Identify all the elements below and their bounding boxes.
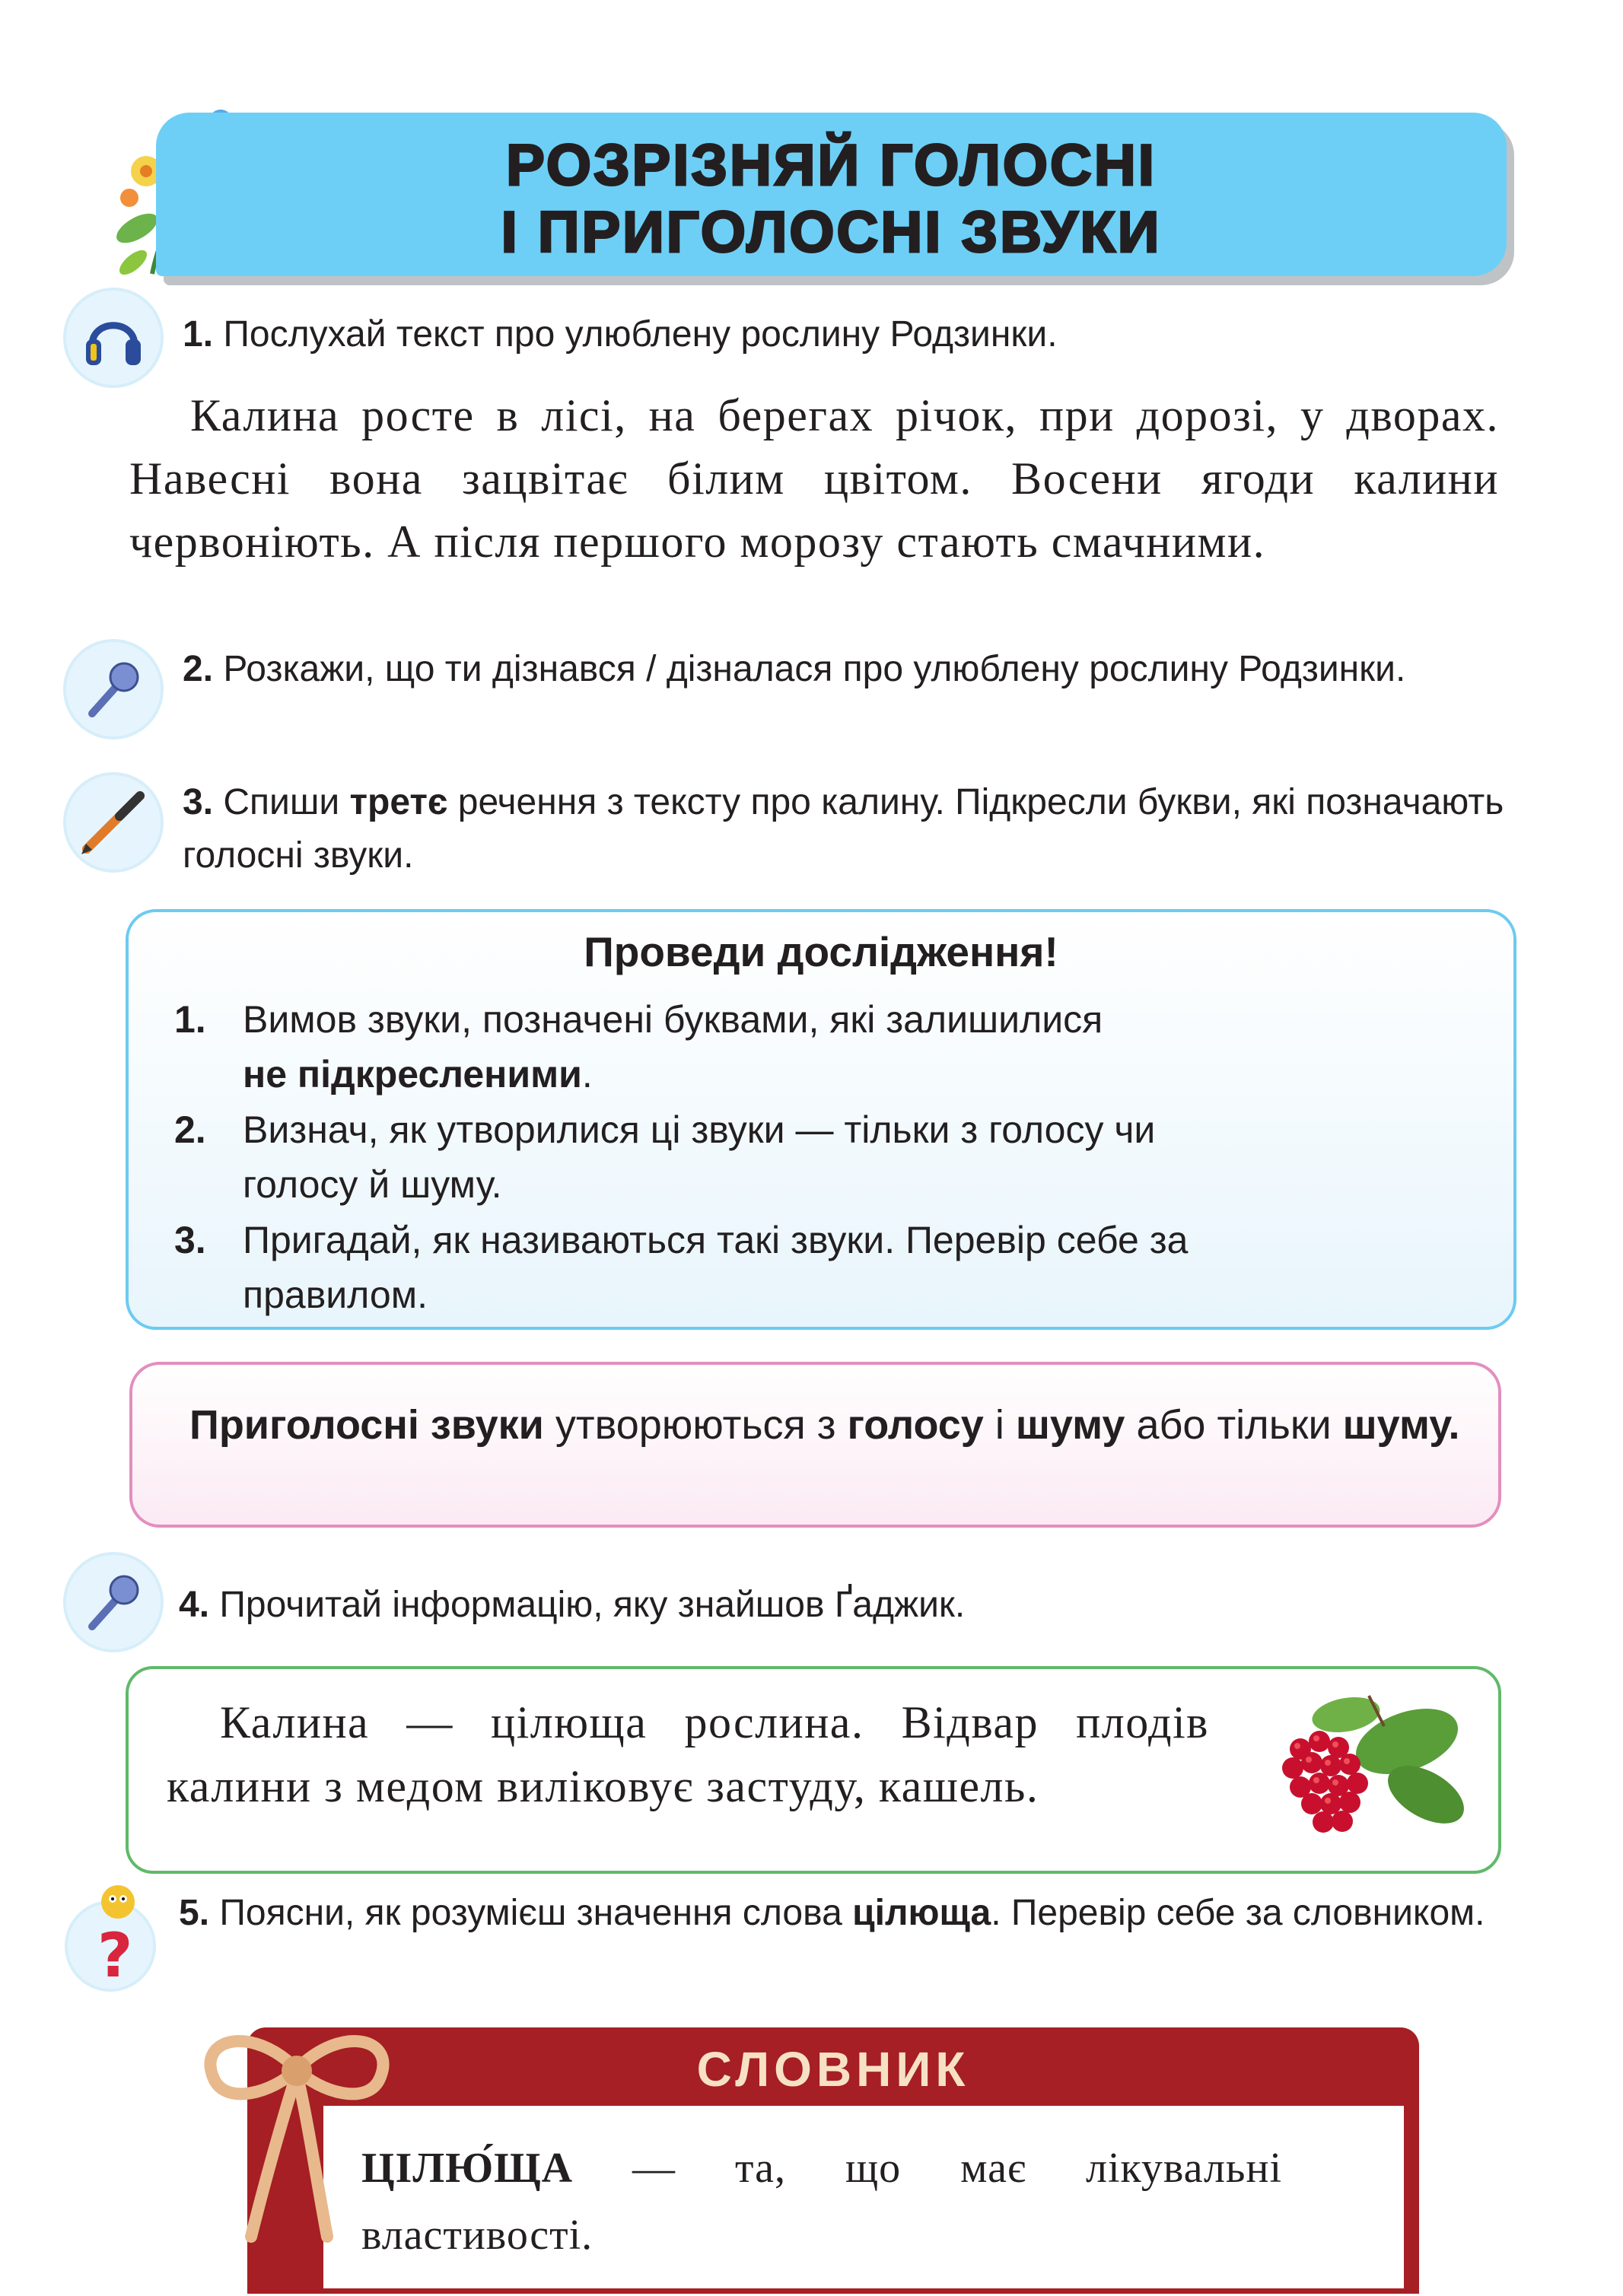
rule-text — [151, 1395, 1479, 1455]
research-title: Проведи дослідження! — [584, 928, 1058, 975]
dictionary-entry — [361, 2135, 1282, 2269]
research-item-2-rest: голосу й шуму. — [243, 1163, 502, 1206]
research-item-2-number: 2. — [174, 1108, 206, 1151]
task-5-text-pre: Поясни, як розумієш значення слова — [219, 1893, 853, 1933]
pen-icon — [63, 772, 164, 873]
info-paragraph: Калина — цілюща рослина. Відвар плодів калини з медом виліковує застуду, кашель. — [167, 1697, 1209, 1811]
rule-bold-4: шуму. — [1342, 1402, 1460, 1448]
dictionary-title: СЛОВНИК — [696, 2042, 970, 2097]
microphone-icon — [63, 1552, 164, 1652]
task-3-number: 3. — [183, 782, 214, 822]
task-5 — [179, 1887, 1518, 1940]
dictionary-definition: — та, що має лікувальні властивості. — [361, 2145, 1282, 2259]
task-2-number: 2. — [183, 649, 214, 689]
story-paragraph: Калина росте в лісі, на берегах річок, при дорозі, у дворах. Навесні вона зацвітає білим цвітом. Восени ягоди калини червоніють. А після першого морозу стають смачними. — [129, 390, 1499, 567]
research-item-1-bold: не підкресленими — [243, 1053, 582, 1096]
dictionary-term: ЦІЛЮ́ЩА — [361, 2145, 574, 2192]
task-3 — [183, 776, 1522, 882]
task-1-number: 1. — [183, 314, 214, 355]
page-title-line-2: І ПРИГОЛОСНІ ЗВУКИ — [501, 200, 1162, 265]
task-4-number: 4. — [179, 1585, 210, 1625]
task-1 — [183, 308, 1514, 361]
research-item-3-text: Пригадай, як називаються такі звуки. Перевір себе за — [243, 1219, 1189, 1261]
research-item-3 — [174, 1213, 1475, 1322]
rule-text-1: утворюються з — [543, 1402, 848, 1448]
title-banner — [156, 113, 1507, 276]
headphones-icon — [63, 288, 164, 388]
rule-bold-2: голосу — [847, 1402, 984, 1448]
microphone-icon — [63, 639, 164, 739]
task-3-text-post: речення з тексту про калину. Підкресли букви, які позначають голосні звуки. — [183, 782, 1504, 876]
task-1-text: Послухай текст про улюблену рослину Родзинки. — [223, 314, 1058, 355]
rule-box — [129, 1362, 1501, 1528]
rule-bold-1: Приголосні звуки — [189, 1402, 544, 1448]
task-3-text-pre: Спиши — [223, 782, 350, 822]
research-box — [126, 909, 1516, 1330]
info-text — [167, 1690, 1209, 1818]
research-item-3-number: 3. — [174, 1219, 206, 1261]
task-5-number: 5. — [179, 1893, 210, 1933]
task-5-text-post: . Перевір себе за словником. — [991, 1893, 1485, 1933]
task-4 — [179, 1579, 1510, 1632]
dictionary-content — [323, 2106, 1404, 2288]
research-item-1-post: . — [581, 1053, 593, 1096]
story-text — [129, 384, 1499, 574]
task-2 — [183, 643, 1514, 696]
research-item-1 — [174, 992, 1475, 1102]
dictionary-box — [247, 2027, 1419, 2294]
rope-bow-icon — [183, 2008, 411, 2252]
info-box — [126, 1666, 1501, 1874]
research-item-3-rest: правилом. — [243, 1274, 428, 1316]
page-title-line-1: РОЗРІЗНЯЙ ГОЛОСНІ — [506, 133, 1157, 198]
rule-text-3: або тільки — [1125, 1402, 1343, 1448]
viburnum-berries-image — [1255, 1681, 1475, 1856]
task-5-text-bold: цілюща — [852, 1893, 991, 1933]
task-2-text: Розкажи, що ти дізнався / дізналася про улюблену рослину Родзинки. — [223, 649, 1406, 689]
task-3-text-bold: третє — [349, 782, 448, 822]
research-item-1-text: Вимов звуки, позначені буквами, які залишилися — [243, 998, 1103, 1041]
question-mark-character-icon — [61, 1879, 160, 1993]
research-item-2-text: Визнач, як утворилися ці звуки — тільки з голосу чи — [243, 1108, 1156, 1151]
svg-text:?: ? — [97, 1920, 133, 1991]
rule-text-2: і — [983, 1402, 1016, 1448]
research-item-2 — [174, 1102, 1475, 1212]
rule-bold-3: шуму — [1015, 1402, 1125, 1448]
research-item-1-number: 1. — [174, 998, 206, 1041]
task-4-text: Прочитай інформацію, яку знайшов Ґаджик. — [219, 1585, 966, 1625]
